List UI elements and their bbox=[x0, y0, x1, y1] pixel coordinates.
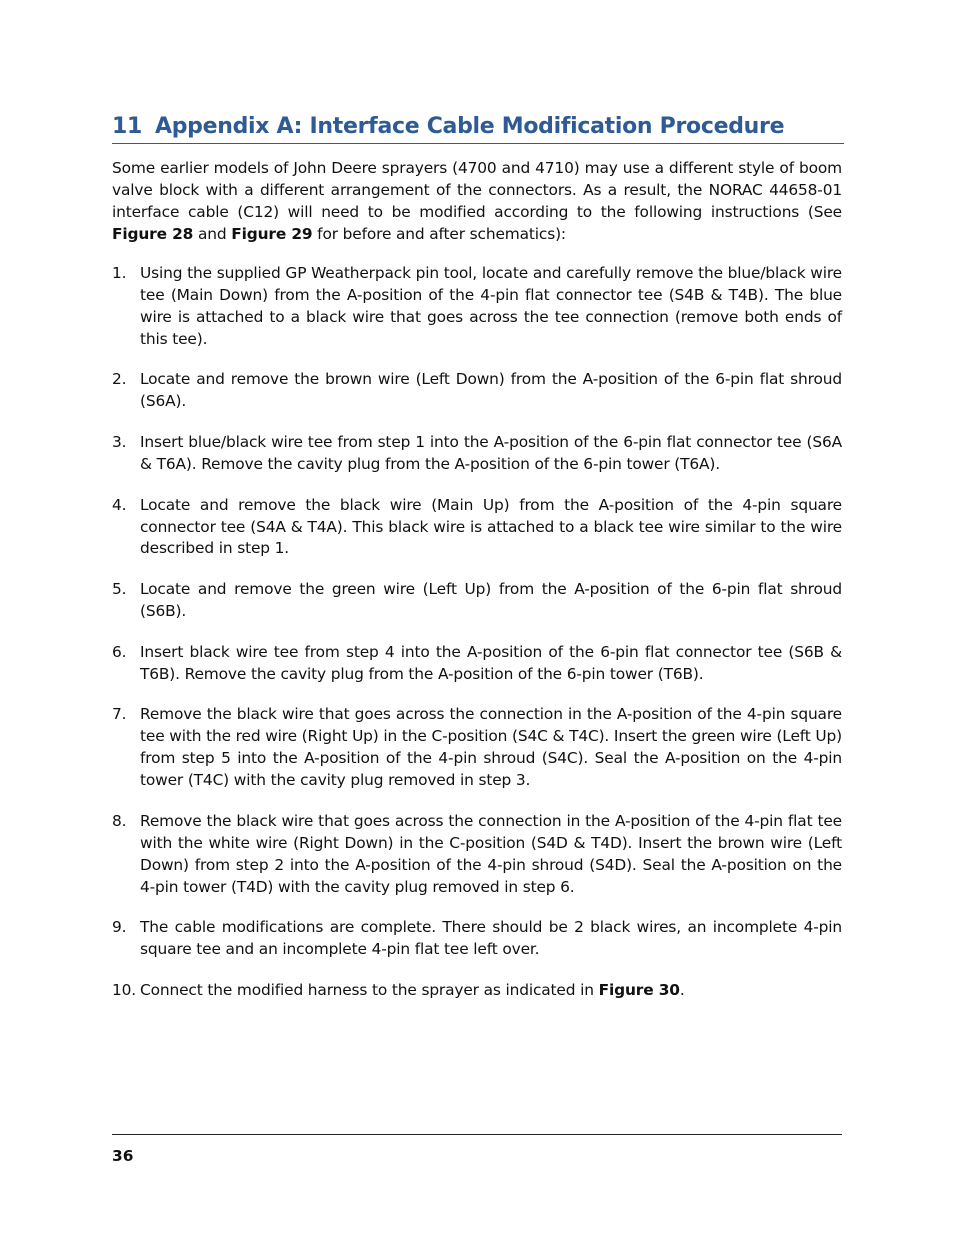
step-text: Locate and remove the brown wire (Left Down) from the A-position of the 6-pin flat shroud (S6A). bbox=[140, 370, 842, 411]
step-number: 4. bbox=[112, 495, 127, 514]
step-item bbox=[112, 432, 842, 476]
step-number: 8. bbox=[112, 811, 127, 830]
step-number: 2. bbox=[112, 370, 127, 389]
step-item bbox=[112, 369, 842, 413]
step-text: Remove the black wire that goes across the connection in the A-position of the 4-pin flat tee with the white wire (Right Down) in the C-position (S4D & T4D). Insert the brown wire (Left Down) from step 2 into the A-position of the 4-pin shroud (S4D). Seal the A-position on the 4-pin tower (T4D) with the cavity plug removed in step 6. bbox=[140, 811, 842, 896]
section-title: Appendix A: Interface Cable Modification Procedure bbox=[155, 114, 785, 139]
step-text-end: . bbox=[679, 980, 685, 999]
step-item bbox=[112, 704, 842, 792]
section-heading bbox=[112, 112, 844, 144]
page-number: 36 bbox=[112, 1147, 134, 1165]
footer-divider bbox=[112, 1134, 842, 1135]
step-text: Insert black wire tee from step 4 into the A-position of the 6-pin flat connector tee (S6B & T6B). Remove the cavity plug from the A-position of the 6-pin tower (T6B). bbox=[140, 642, 842, 683]
figure-29-reference: Figure 29 bbox=[231, 224, 313, 243]
step-item bbox=[112, 642, 842, 686]
step-number: 7. bbox=[112, 705, 127, 724]
step-number: 9. bbox=[112, 918, 127, 937]
step-text: The cable modifications are complete. There should be 2 black wires, an incomplete 4-pin square tee and an incomplete 4-pin flat tee left over. bbox=[140, 918, 842, 959]
step-text: Insert blue/black wire tee from step 1 into the A-position of the 6-pin flat connector tee (S6A & T6A). Remove the cavity plug from the A-position of the 6-pin tower (T6A). bbox=[140, 433, 842, 473]
step-text: Using the supplied GP Weatherpack pin tool, locate and carefully remove the blue/black wire tee (Main Down) from the A-position of the 4-pin flat connector tee (S4B & T4B). The blue wire is attached to a black wire that goes across the tee connection (remove both ends of this tee). bbox=[140, 264, 842, 348]
intro-paragraph bbox=[112, 158, 842, 246]
step-number: 6. bbox=[112, 642, 127, 661]
step-number: 10. bbox=[112, 980, 137, 999]
step-item bbox=[112, 579, 842, 623]
intro-text-2: and bbox=[193, 224, 232, 243]
step-number: 3. bbox=[112, 433, 127, 452]
step-number: 1. bbox=[112, 264, 127, 282]
intro-text-3: for before and after schematics): bbox=[312, 224, 566, 243]
step-number: 5. bbox=[112, 580, 127, 599]
step-text: Locate and remove the green wire (Left Up) from the A-position of the 6-pin flat shroud (S6B). bbox=[140, 580, 842, 621]
step-text: Connect the modified harness to the sprayer as indicated in bbox=[140, 980, 599, 999]
section-number: 11 bbox=[112, 114, 143, 139]
procedure-steps bbox=[112, 263, 842, 1021]
step-text: Remove the black wire that goes across the connection in the A-position of the 4-pin square tee with the red wire (Right Up) in the C-position (S4C & T4C). Insert the green wire (Left Up) from step 5 into the A-position of the 4-pin shroud (S4C). Seal the A-position on the 4-pin tower (T4C) with the cavity plug removed in step 3. bbox=[140, 705, 842, 790]
figure-28-reference: Figure 28 bbox=[112, 224, 194, 243]
figure-30-reference: Figure 30 bbox=[598, 980, 680, 999]
intro-text-1: Some earlier models of John Deere sprayers (4700 and 4710) may use a different style of boom valve block with a different arrangement of the connectors. As a result, the NORAC 44658-01 interface cable (C12) will need to be modified according to the following instructions (See bbox=[112, 159, 842, 221]
step-item bbox=[112, 980, 842, 1002]
step-item bbox=[112, 917, 842, 961]
step-item bbox=[112, 263, 842, 351]
step-text: Locate and remove the black wire (Main Up) from the A-position of the 4-pin square connector tee (S4A & T4A). This black wire is attached to a black tee wire similar to the wire described in step 1. bbox=[140, 495, 842, 558]
step-item bbox=[112, 495, 842, 561]
step-item bbox=[112, 811, 842, 899]
